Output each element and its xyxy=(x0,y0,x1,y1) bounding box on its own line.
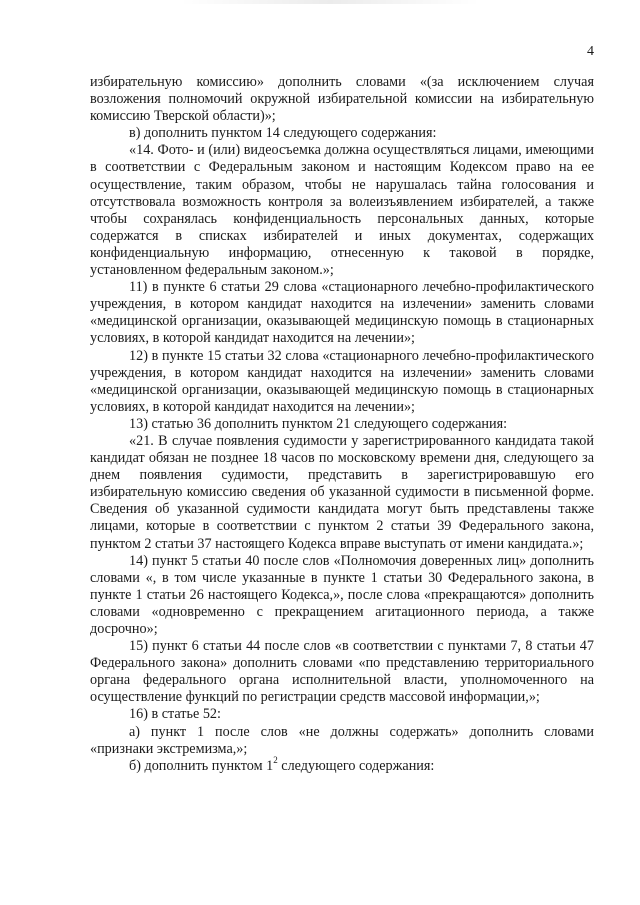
paragraph: 14) пункт 5 статьи 40 после слов «Полномочия доверенных лиц» дополнить словами «, в том числе указанные в пункте 1 статьи 30 Федерального закона, в пункте 1 статьи 26 настоящего Кодекса,», после слова «прекращаются» дополнить словами «одновременно с прекращением агитационного периода, а также досрочно»; xyxy=(90,552,594,637)
paragraph: в) дополнить пунктом 14 следующего содержания: xyxy=(129,125,437,142)
paragraph: «14. Фото- и (или) видеосъемка должна осуществляться лицами, имеющими в соответствии с Федеральным законом и настоящим Кодексом право на ее осуществление, таким образом, чтобы не нарушалась тайна голосования и отсутствовала возможность контроля за волеизъявлением избирателей, а также чтобы сохранялась конфиденциальность персональных данных, которые содержатся в списках избирателей и иных документах, содержащих конфиденциальную информацию, отнесенную к таковой в порядке, установленном федеральным законом.»; xyxy=(90,142,594,279)
paragraph: 11) в пункте 6 статьи 29 слова «стационарного лечебно-профилактического учреждения, в котором кандидат находится на излечении» заменить словами «медицинской организации, оказывающей медицинскую помощь в стационарных условиях, в которой кандидат находится на лечении»; xyxy=(90,279,594,347)
paragraph-text: б) дополнить пунктом 1 xyxy=(129,757,274,774)
paragraph: «21. В случае появления судимости у зарегистрированного кандидата такой кандидат обязан не позднее 18 часов по московскому времени дня, следующего за днем появления судимости, представить в зарегистрировавшую его избирательную комиссию сведения об указанной судимости в письменной форме. Сведения об указанной судимости кандидата могут быть представлены также лицами, которые в соответствии с пунктом 2 статьи 39 Федерального закона, пунктом 2 статьи 37 настоящего Кодекса вправе выступать от имени кандидата.»; xyxy=(90,432,594,552)
paragraph: 12) в пункте 15 статьи 32 слова «стационарного лечебно-профилактического учреждения, в котором кандидат находится на излечении» заменить словами «медицинской организации, оказывающей медицинскую помощь в стационарных условиях, в которой кандидат находится на лечении»; xyxy=(90,347,594,415)
paragraph: избирательную комиссию» дополнить словами «(за исключением случая возложения полномочий окружной избирательной комиссии на избирательную комиссию Тверской области)»; xyxy=(90,74,594,125)
paragraph: 13) статью 36 дополнить пунктом 21 следующего содержания: xyxy=(129,415,508,432)
scan-artifact xyxy=(180,0,480,4)
paragraph: а) пункт 1 после слов «не должны содержать» дополнить словами «признаки экстремизма,»; xyxy=(90,723,594,757)
document-body xyxy=(90,74,594,775)
superscript: 2 xyxy=(273,755,278,766)
paragraph: 16) в статье 52: xyxy=(129,706,221,723)
page-number: 4 xyxy=(587,44,594,59)
paragraph-text: следующего содержания: xyxy=(277,757,435,774)
paragraph-last xyxy=(90,755,594,775)
paragraph: 15) пункт 6 статьи 44 после слов «в соответствии с пунктами 7, 8 статьи 47 Федерального закона» дополнить словами «по представлению территориального органа федерального органа исполнительной власти, уполномоченного на осуществление функций по регистрации средств массовой информации,»; xyxy=(90,638,594,706)
